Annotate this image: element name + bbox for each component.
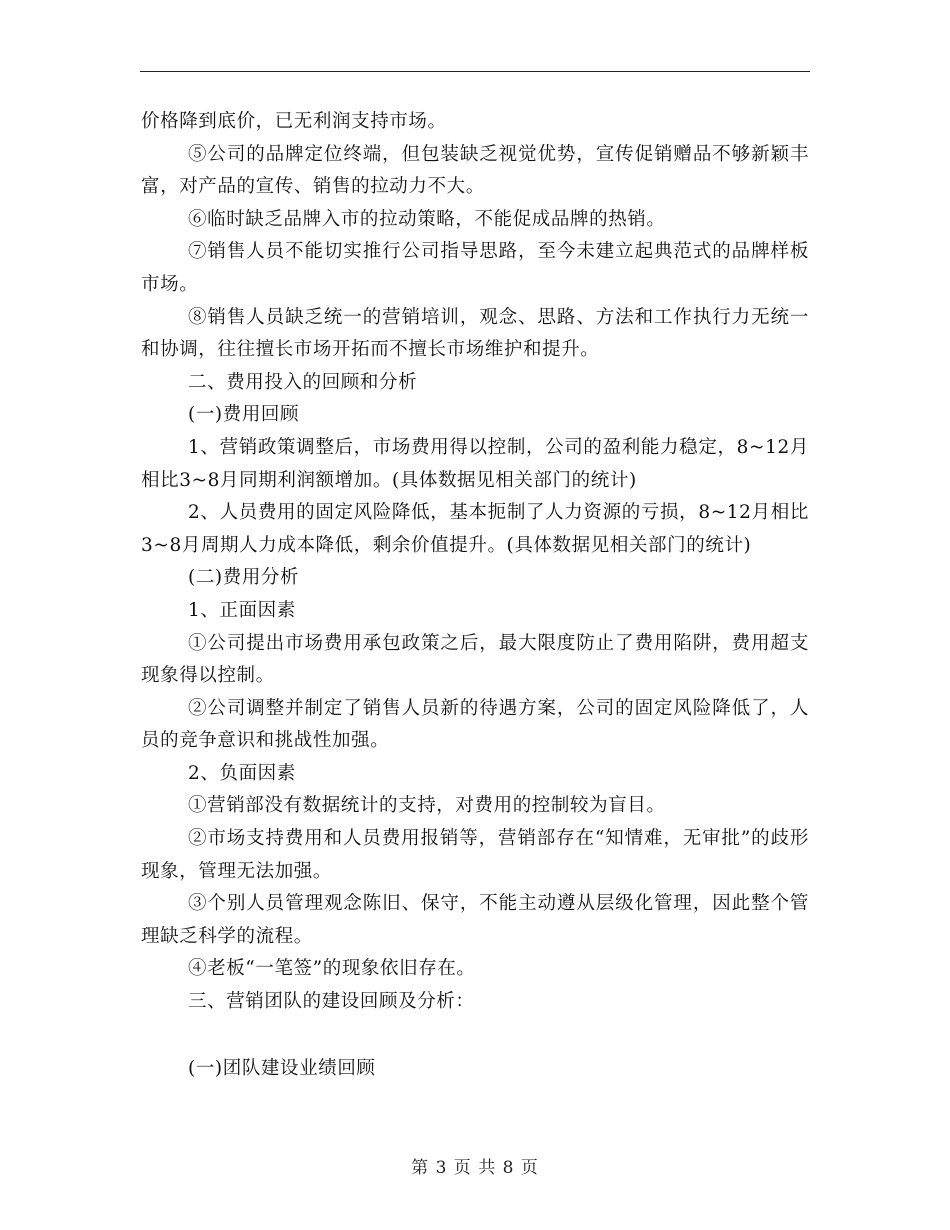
paragraph: 2、人员费用的固定风险降低，基本扼制了人力资源的亏损，8~12月相比3~8月周期人力成本降低，剩余价值提升。(具体数据见相关部门的统计) <box>141 502 809 556</box>
paragraph: (一)团队建设业绩回顾 <box>188 1057 376 1079</box>
paragraph: ②市场支持费用和人员费用报销等，营销部存在“知情难，无审批”的歧形现象，管理无法加强。 <box>141 828 809 882</box>
page-number-footer: 第 3 页 共 8 页 <box>411 1158 539 1178</box>
paragraph: 二、费用投入的回顾和分析 <box>188 371 418 393</box>
header-rule <box>140 71 810 72</box>
paragraph: ④老板“一笔签”的现象依旧存在。 <box>188 958 476 980</box>
paragraph: ①营销部没有数据统计的支持，对费用的控制较为盲目。 <box>188 795 666 817</box>
paragraph: 三、营销团队的建设回顾及分析： <box>188 991 475 1013</box>
paragraph: ①公司提出市场费用承包政策之后，最大限度防止了费用陷阱，费用超支现象得以控制。 <box>141 632 809 687</box>
paragraph: 1、营销政策调整后，市场费用得以控制，公司的盈利能力稳定，8~12月相比3~8月同期利润额增加。(具体数据见相关部门的统计) <box>141 436 809 491</box>
paragraph: ⑥临时缺乏品牌入市的拉动策略，不能促成品牌的热销。 <box>188 208 666 230</box>
paragraph: 2、负面因素 <box>188 762 296 784</box>
paragraph: ⑦销售人员不能切实推行公司指导思路，至今未建立起典范式的品牌样板市场。 <box>141 241 809 295</box>
document-body <box>141 106 809 1085</box>
paragraph: (二)费用分析 <box>188 567 300 589</box>
paragraph: 价格降到底价，已无利润支持市场。 <box>141 111 447 132</box>
paragraph: (一)费用回顾 <box>188 404 300 426</box>
paragraph: ③个别人员管理观念陈旧、保守，不能主动遵从层级化管理，因此整个管理缺乏科学的流程。 <box>141 893 809 947</box>
paragraph: ⑤公司的品牌定位终端，但包装缺乏视觉优势，宣传促销赠品不够新颖丰富，对产品的宣传、销售的拉动力不大。 <box>141 143 809 198</box>
paragraph: 1、正面因素 <box>188 599 296 621</box>
paragraph: ②公司调整并制定了销售人员新的待遇方案，公司的固定风险降低了，人员的竞争意识和挑战性加强。 <box>141 697 809 752</box>
paragraph: ⑧销售人员缺乏统一的营销培训，观念、思路、方法和工作执行力无统一和协调，往往擅长市场开拓而不擅长市场维护和提升。 <box>141 306 809 361</box>
